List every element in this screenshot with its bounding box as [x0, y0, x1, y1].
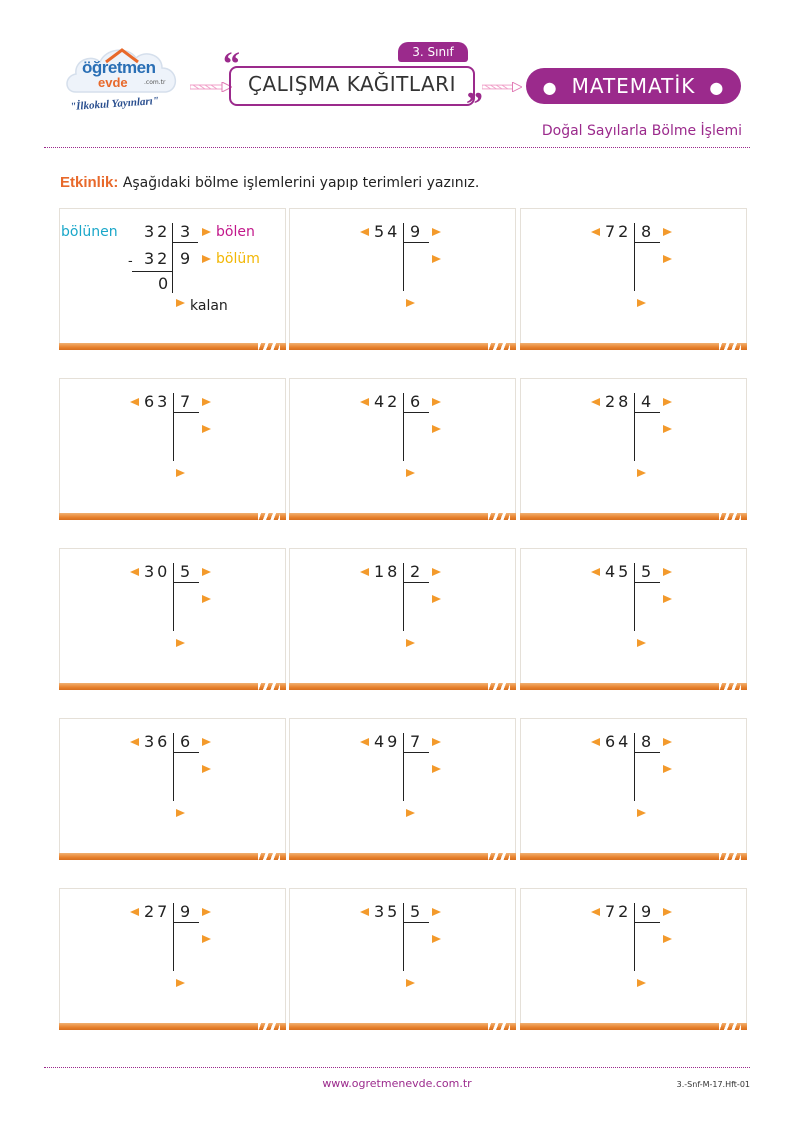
- subject-badge: [526, 68, 741, 104]
- double-chevron-arrow-icon: [482, 82, 522, 92]
- marker-icon: [202, 425, 211, 433]
- marker-icon: [176, 809, 185, 817]
- dividend-value: 32: [144, 222, 171, 241]
- division-bar: [403, 733, 404, 801]
- logo-domain: .com.tr: [144, 79, 166, 86]
- card-stripe: [520, 1023, 747, 1030]
- division-card: [289, 888, 516, 1030]
- publisher-logo: [62, 40, 184, 120]
- division-bar: [403, 563, 404, 631]
- divisor-underline: [172, 242, 198, 243]
- division-card: [520, 548, 747, 690]
- divisor-underline: [403, 412, 429, 413]
- marker-icon: [202, 738, 211, 746]
- bullet-icon: ●: [542, 78, 558, 97]
- marker-icon: [663, 228, 672, 236]
- dividend-value: 36: [144, 732, 171, 751]
- division-bar: [634, 223, 635, 291]
- divisor-value: 6: [410, 392, 424, 411]
- card-stripe: [289, 683, 516, 690]
- marker-icon: [591, 228, 600, 236]
- marker-icon: [202, 228, 211, 236]
- marker-icon: [130, 398, 139, 406]
- divisor-value: 5: [180, 562, 194, 581]
- marker-icon: [637, 979, 646, 987]
- bullet-icon: ●: [709, 78, 725, 97]
- dividend-value: 45: [605, 562, 632, 581]
- marker-icon: [637, 469, 646, 477]
- marker-icon: [406, 469, 415, 477]
- divisor-underline: [403, 752, 429, 753]
- marker-icon: [637, 299, 646, 307]
- marker-icon: [432, 595, 441, 603]
- subtraction-line: [132, 271, 172, 272]
- dividend-value: 18: [374, 562, 401, 581]
- marker-icon: [406, 639, 415, 647]
- footer-website[interactable]: www.ogretmenevde.com.tr: [322, 1077, 472, 1090]
- marker-icon: [176, 469, 185, 477]
- marker-icon: [432, 228, 441, 236]
- marker-icon: [637, 809, 646, 817]
- marker-icon: [202, 398, 211, 406]
- dividend-value: 72: [605, 902, 632, 921]
- logo-wordmark-sub: evde: [98, 75, 128, 90]
- divisor-underline: [634, 752, 660, 753]
- dividend-value: 28: [605, 392, 632, 411]
- marker-icon: [202, 255, 211, 263]
- marker-icon: [406, 979, 415, 987]
- divisor-underline: [634, 412, 660, 413]
- divisor-value: 2: [410, 562, 424, 581]
- division-bar: [173, 903, 174, 971]
- marker-icon: [176, 299, 185, 307]
- dividend-value: 30: [144, 562, 171, 581]
- marker-icon: [432, 568, 441, 576]
- division-card: [520, 888, 747, 1030]
- division-card: [289, 718, 516, 860]
- marker-icon: [406, 299, 415, 307]
- marker-icon: [663, 908, 672, 916]
- logo-tagline: "İlkokul Yayınları": [69, 94, 160, 114]
- marker-icon: [663, 425, 672, 433]
- division-bar: [634, 733, 635, 801]
- marker-icon: [432, 935, 441, 943]
- marker-icon: [202, 908, 211, 916]
- subtracted-value: 32: [144, 249, 171, 268]
- divisor-value: 7: [180, 392, 194, 411]
- quotient-value: 9: [180, 249, 194, 268]
- quote-close-mark: ”: [466, 86, 483, 123]
- topic-title: Doğal Sayılarla Bölme İşlemi: [541, 123, 742, 139]
- marker-icon: [202, 935, 211, 943]
- divisor-value: 5: [410, 902, 424, 921]
- marker-icon: [663, 738, 672, 746]
- marker-icon: [591, 908, 600, 916]
- division-card: [289, 548, 516, 690]
- label-dividend: bölünen: [61, 224, 118, 240]
- card-stripe: [59, 683, 286, 690]
- minus-sign: -: [128, 254, 136, 269]
- division-bar: [403, 223, 404, 291]
- dividend-value: 27: [144, 902, 171, 921]
- divisor-underline: [403, 582, 429, 583]
- card-stripe: [520, 513, 747, 520]
- divisor-value: 9: [410, 222, 424, 241]
- division-bar: [634, 393, 635, 461]
- dividend-value: 72: [605, 222, 632, 241]
- marker-icon: [663, 935, 672, 943]
- marker-icon: [406, 809, 415, 817]
- marker-icon: [432, 255, 441, 263]
- division-card: [520, 378, 747, 520]
- card-stripe: [520, 683, 747, 690]
- footer-document-code: 3.-Snf-M-17.Hft-01: [676, 1080, 750, 1089]
- card-stripe: [520, 343, 747, 350]
- label-divisor: bölen: [216, 224, 255, 240]
- marker-icon: [202, 568, 211, 576]
- marker-icon: [360, 228, 369, 236]
- divisor-underline: [634, 582, 660, 583]
- card-stripe: [59, 853, 286, 860]
- division-card: [289, 378, 516, 520]
- divisor-underline: [173, 582, 199, 583]
- marker-icon: [663, 568, 672, 576]
- card-stripe: [289, 1023, 516, 1030]
- divisor-value: 3: [180, 222, 194, 241]
- label-quotient: bölüm: [216, 251, 260, 267]
- logo-wordmark: öğretmen: [82, 58, 156, 77]
- division-bar: [173, 733, 174, 801]
- marker-icon: [360, 908, 369, 916]
- marker-icon: [130, 908, 139, 916]
- dividend-value: 64: [605, 732, 632, 751]
- card-stripe: [59, 513, 286, 520]
- division-bar: [634, 903, 635, 971]
- remainder-value: 0: [158, 274, 172, 293]
- dividend-value: 42: [374, 392, 401, 411]
- instruction-text: Aşağıdaki bölme işlemlerini yapıp terimleri yazınız.: [122, 175, 480, 191]
- marker-icon: [591, 398, 600, 406]
- marker-icon: [432, 908, 441, 916]
- division-bar: [172, 223, 173, 293]
- dividend-value: 49: [374, 732, 401, 751]
- divisor-underline: [173, 752, 199, 753]
- division-bar: [403, 903, 404, 971]
- marker-icon: [130, 568, 139, 576]
- marker-icon: [663, 398, 672, 406]
- divisor-value: 7: [410, 732, 424, 751]
- divisor-underline: [634, 242, 660, 243]
- instruction-label: Etkinlik:: [60, 174, 119, 191]
- dividend-value: 54: [374, 222, 401, 241]
- division-bar: [173, 563, 174, 631]
- marker-icon: [663, 255, 672, 263]
- division-card: [520, 208, 747, 350]
- marker-icon: [663, 765, 672, 773]
- division-card: [59, 888, 286, 1030]
- marker-icon: [130, 738, 139, 746]
- marker-icon: [432, 425, 441, 433]
- divisor-value: 5: [641, 562, 655, 581]
- page-title: ÇALIŞMA KAĞITLARI: [248, 72, 456, 96]
- example-card: [59, 208, 286, 350]
- divisor-underline: [403, 242, 429, 243]
- marker-icon: [360, 398, 369, 406]
- divisor-value: 8: [641, 732, 655, 751]
- divisor-value: 4: [641, 392, 655, 411]
- division-bar: [403, 393, 404, 461]
- subject-label: MATEMATİK: [571, 74, 696, 98]
- marker-icon: [637, 639, 646, 647]
- marker-icon: [176, 639, 185, 647]
- grade-badge: 3. Sınıf: [398, 42, 468, 62]
- label-remainder: kalan: [190, 298, 228, 314]
- dividend-value: 63: [144, 392, 171, 411]
- division-card: [59, 548, 286, 690]
- marker-icon: [432, 398, 441, 406]
- divisor-underline: [173, 922, 199, 923]
- card-stripe: [59, 1023, 286, 1030]
- divisor-value: 8: [641, 222, 655, 241]
- card-stripe: [59, 343, 286, 350]
- divisor-value: 9: [641, 902, 655, 921]
- dividend-value: 35: [374, 902, 401, 921]
- divisor-underline: [634, 922, 660, 923]
- division-card: [59, 378, 286, 520]
- card-stripe: [289, 853, 516, 860]
- division-bar: [634, 563, 635, 631]
- header-divider: [44, 147, 750, 148]
- divisor-value: 9: [180, 902, 194, 921]
- quote-open-mark: “: [223, 46, 240, 83]
- divisor-underline: [403, 922, 429, 923]
- division-bar: [173, 393, 174, 461]
- marker-icon: [202, 765, 211, 773]
- marker-icon: [432, 738, 441, 746]
- marker-icon: [360, 738, 369, 746]
- division-card: [59, 718, 286, 860]
- instruction: [60, 174, 479, 191]
- marker-icon: [202, 595, 211, 603]
- card-stripe: [520, 853, 747, 860]
- division-card: [289, 208, 516, 350]
- marker-icon: [663, 595, 672, 603]
- divisor-value: 6: [180, 732, 194, 751]
- divisor-underline: [173, 412, 199, 413]
- marker-icon: [432, 765, 441, 773]
- division-card: [520, 718, 747, 860]
- marker-icon: [176, 979, 185, 987]
- marker-icon: [591, 568, 600, 576]
- card-stripe: [289, 513, 516, 520]
- marker-icon: [360, 568, 369, 576]
- card-stripe: [289, 343, 516, 350]
- marker-icon: [591, 738, 600, 746]
- footer-divider: [44, 1067, 750, 1068]
